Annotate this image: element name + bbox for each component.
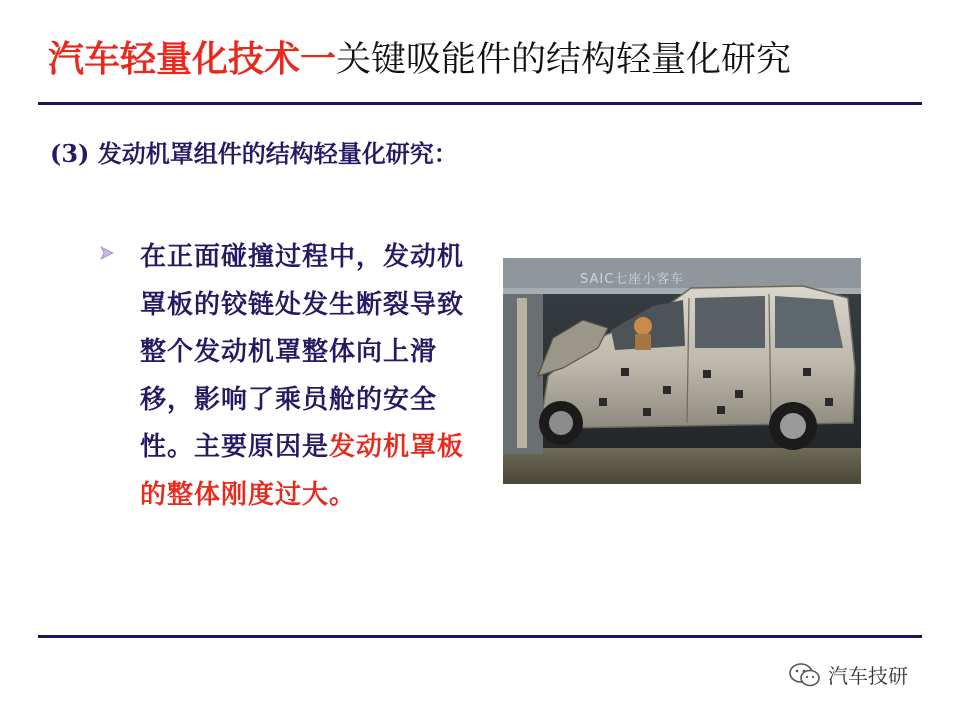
photo-wall-text: SAIC七座小客车 xyxy=(580,272,685,287)
title-prefix: 汽车轻量化技术一 xyxy=(48,38,337,80)
section-heading: (3) 发动机罩组件的结构轻量化研究： xyxy=(50,139,458,168)
title-suffix: 关键吸能件的结构轻量化研究 xyxy=(336,40,792,80)
bullet-arrow-icon xyxy=(100,246,114,260)
footer-brand-label: 汽车技研 xyxy=(828,664,908,688)
bottom-divider xyxy=(38,635,922,638)
slide-title xyxy=(48,38,791,81)
body-paragraph xyxy=(140,234,470,519)
crash-test-photo xyxy=(503,258,861,484)
wechat-icon xyxy=(788,662,822,688)
body-highlight: 发动机罩板的整体刚度过大。 xyxy=(140,432,465,510)
body-text: 在正面碰撞过程中，发动机罩板的铰链处发生断裂导致整个发动机罩整体向上滑移，影响了乘员舱的安全性。主要原因是 xyxy=(140,242,465,462)
top-divider xyxy=(38,102,922,105)
footer-brand xyxy=(788,660,908,689)
